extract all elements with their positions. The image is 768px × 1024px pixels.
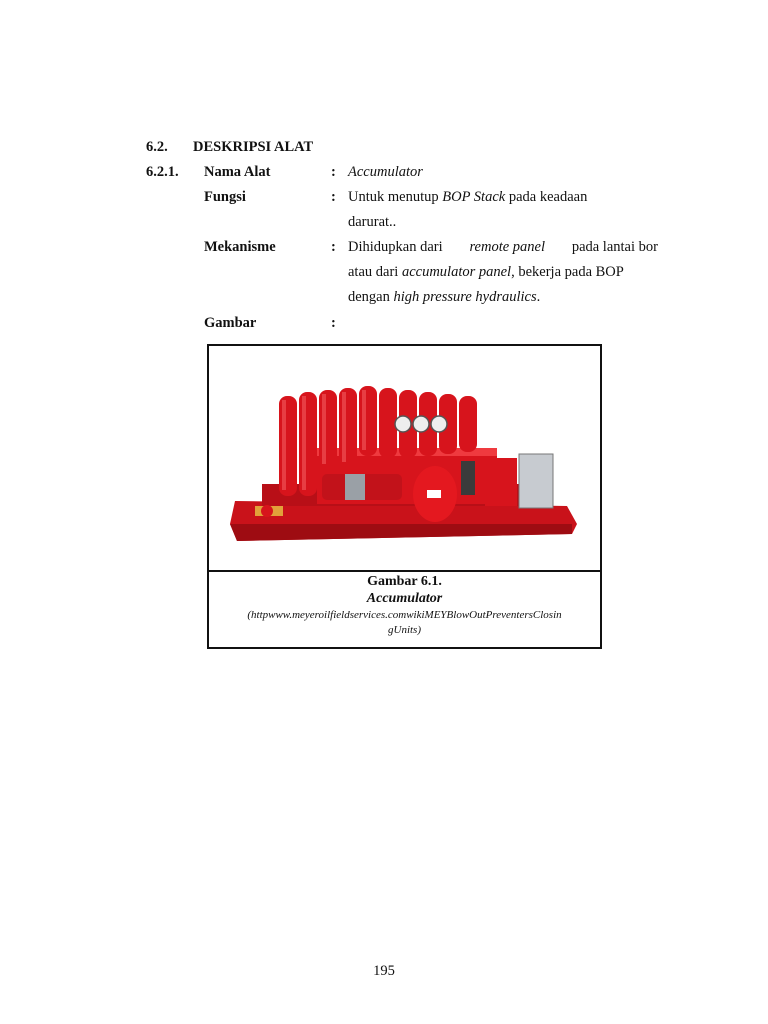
nama-alat-colon: : bbox=[331, 164, 336, 180]
subsection-number: 6.2.1. bbox=[146, 164, 179, 180]
nama-alat-label: Nama Alat bbox=[204, 164, 271, 180]
mekanisme-value-line3: dengan high pressure hydraulics. bbox=[348, 289, 541, 305]
page-number: 195 bbox=[373, 963, 395, 979]
mekanisme-value-line2: atau dari accumulator panel, bekerja pada BOP bbox=[348, 264, 624, 280]
figure-source-line1: (httpwww.meyeroilfieldservices.comwikiMEYBlowOutPreventersClosin bbox=[247, 609, 562, 621]
figure-source-line2: gUnits) bbox=[388, 624, 421, 636]
mekanisme-colon: : bbox=[331, 239, 336, 255]
section-title: DESKRIPSI ALAT bbox=[193, 139, 314, 155]
figure-caption-divider bbox=[209, 570, 600, 572]
accumulator-unit-photo bbox=[227, 366, 582, 551]
figure-caption-title: Gambar 6.1. bbox=[367, 574, 442, 589]
fungsi-label: Fungsi bbox=[204, 189, 246, 205]
mekanisme-label: Mekanisme bbox=[204, 239, 276, 255]
gambar-label: Gambar bbox=[204, 315, 257, 331]
nama-alat-value: Accumulator bbox=[348, 164, 423, 180]
figure-caption-name: Accumulator bbox=[366, 591, 443, 606]
figure-box bbox=[207, 344, 602, 649]
fungsi-value-line2: darurat.. bbox=[348, 214, 397, 230]
fungsi-value-line1: Untuk menutup BOP Stack pada keadaan bbox=[348, 189, 588, 205]
gambar-colon: : bbox=[331, 315, 336, 331]
mekanisme-value-line1: Dihidupkan dari remote panel pada lantai bor bbox=[348, 239, 658, 255]
fungsi-colon: : bbox=[331, 189, 336, 205]
section-number: 6.2. bbox=[146, 139, 168, 155]
